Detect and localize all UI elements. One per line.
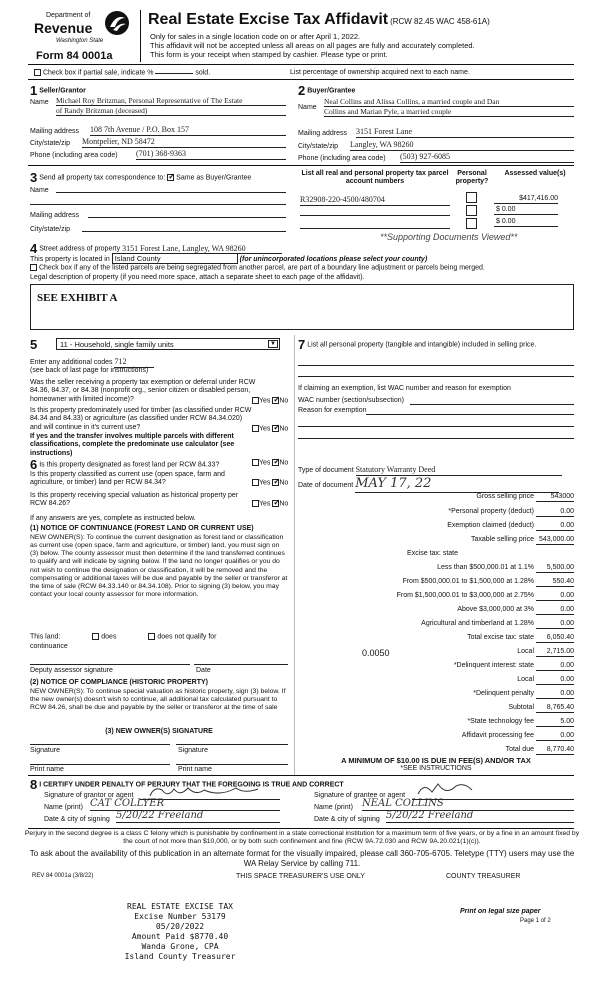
reason-field-3[interactable] (298, 438, 574, 439)
certify-text: I CERTIFY UNDER PENALTY OF PERJURY THAT THE FOREGOING IS TRUE AND CORRECT (39, 781, 344, 789)
buyer-phone-label: Phone (including area code) (298, 155, 386, 162)
tax-value-9[interactable]: 0.00 (536, 620, 574, 629)
grantee-name-field[interactable]: NEAL COLLINS (362, 798, 574, 811)
section-4-number: 4 (30, 241, 38, 256)
parcel-number-2[interactable] (300, 215, 450, 216)
section-5-number: 5 (30, 337, 38, 352)
forest-yes-label: Yes (259, 459, 271, 467)
tax-value-13[interactable]: 0.00 (536, 676, 574, 685)
assessed-value-1[interactable]: $417,416.00 (494, 195, 558, 204)
grantee-date-field[interactable]: 5/20/22 Freeland (386, 810, 574, 823)
personal-property-checkbox-2[interactable] (466, 205, 477, 216)
if-yes-note: If any answers are yes, complete as instructed below. (30, 515, 196, 522)
section-1-number: 1 (30, 83, 38, 98)
tax-label-16: *State technology fee (467, 718, 534, 725)
ownership-note: List percentage of ownership acquired next to each name. (290, 69, 470, 76)
chevron-down-icon[interactable]: ▼ (268, 340, 278, 348)
doc-date-label: Date of document (298, 482, 354, 489)
grantee-date-label: Date & city of signing (314, 816, 380, 823)
section-7-number: 7 (298, 337, 306, 352)
exemption-wac-label: If claiming an exemption, list WAC number and reason for exemption (298, 385, 511, 392)
seller-phone-field[interactable]: (701) 368-9363 (136, 149, 286, 160)
form-title: Real Estate Excise Tax Affidavit (148, 11, 389, 28)
partial-sale-checkbox[interactable] (34, 69, 41, 76)
additional-codes-label: Enter any additional codes (30, 359, 113, 366)
seller-name-line2[interactable]: of Randy Britzman (deceased) (56, 106, 286, 116)
tax-label-9: Agricultural and timberland at 1.28% (421, 620, 534, 627)
q2-yes-checkbox[interactable] (252, 425, 259, 432)
continuance-label: continuance (30, 643, 68, 650)
tax-value-15[interactable]: 8,765.40 (536, 704, 574, 713)
see-instructions: *SEE INSTRUCTIONS (400, 765, 472, 772)
corr-city-label: City/state/zip (30, 226, 71, 233)
exemption-question: Was the seller receiving a property tax exemption or deferral under RCW 84.36, 84.37, or 84.38 (nonprofit org., senior citizen or disabled person, homeowner with limited income)? (30, 379, 256, 403)
county-treasurer-label: COUNTY TREASURER (446, 873, 521, 880)
stamp-line-2: Excise Number 53179 (134, 912, 226, 921)
grantor-name-field[interactable]: CAT COLLYER (90, 798, 280, 811)
does-checkbox[interactable] (92, 633, 99, 640)
wac-number-field[interactable] (410, 404, 574, 405)
street-label: Street address of property (39, 245, 121, 253)
county-select[interactable]: Island County (112, 253, 238, 264)
same-as-buyer-checkbox[interactable] (167, 174, 174, 181)
see-last-page: (see back of last page for instructions) (30, 367, 149, 374)
corr-name-label: Name (30, 187, 49, 194)
tax-label-4: Excise tax: state (407, 550, 458, 557)
corr-city-field[interactable] (82, 231, 286, 232)
wac-number-label: WAC number (section/subsection) (298, 397, 404, 404)
new-owner-signature-2[interactable] (176, 744, 288, 745)
q2-no-checkbox[interactable] (272, 425, 279, 432)
predominate-use-note: If yes and the transfer involves multiple parcels with different classifications, complete the predominate use calculator (see instructions) (30, 433, 235, 457)
print-name-label-1: Print name (30, 766, 64, 773)
section-6-number: 6 (30, 457, 38, 472)
buyer-heading: Buyer/Grantee (307, 87, 356, 95)
seller-city-field[interactable]: Montpelier, ND 58472 (82, 137, 286, 148)
corr-mailing-label: Mailing address (30, 212, 80, 219)
segregated-text: Check box if any of the listed parcels are being segregated from another parcel, are part of a boundary line adjustment or parcels being merged. (38, 264, 485, 272)
timber-question: Is this property predominately used for timber (as classified under RCW 84.34 and 84.33) or agriculture (as classified under RCW 84.34.020) and will continue in it's current use? (30, 407, 252, 431)
tax-value-6[interactable]: 550.40 (536, 578, 574, 587)
tax-label-0: Gross selling price (476, 493, 534, 500)
tax-label-17: Affidavit processing fee (461, 732, 534, 739)
buyer-mailing-field[interactable]: 3151 Forest Lane (356, 127, 574, 138)
assessed-value-3[interactable]: $ 0.00 (494, 218, 558, 227)
stamp-line-6: Island County Treasurer (124, 952, 236, 961)
current-use-no-checkbox[interactable] (272, 479, 279, 486)
reason-label: Reason for exemption (298, 407, 367, 414)
tax-label-10: Total excise tax: state (467, 634, 534, 641)
grantee-signature-label: Signature of grantee or agent (314, 792, 406, 799)
grantee-signature-field[interactable] (412, 780, 574, 800)
minimum-fee-note: A MINIMUM OF $10.00 IS DUE IN FEE(S) AND/OR TAX (341, 756, 531, 765)
deputy-date-field[interactable] (194, 664, 288, 665)
grantee-signature-scribble (412, 780, 574, 800)
q1-yes-label: Yes (259, 397, 271, 405)
local-rate-field[interactable]: 0.0050 (362, 648, 390, 658)
q1-no-label: No (279, 397, 289, 405)
signature-label-1: Signature (30, 747, 60, 754)
tax-value-14[interactable]: 0.00 (536, 690, 574, 699)
q2-yes-label: Yes (259, 425, 271, 433)
supporting-docs-note: **Supporting Documents Viewed** (380, 232, 518, 242)
reason-field[interactable] (366, 414, 574, 415)
does-label: does (101, 633, 117, 641)
perjury-notice: Perjury in the second degree is a class C felony which is punishable by confinement in a state correctional institution for a maximum term of five years, or by a fine in an amount fixed by the court of not more than $10,000, or by both such confinement and fine (RCW 9A.72.030 and RCW 9A.20.021(1)(c)). (24, 830, 580, 846)
tax-value-11[interactable]: 2,715.00 (536, 648, 574, 657)
current-use-yes-label: Yes (259, 479, 271, 487)
state-text: Washington State (56, 38, 104, 44)
forest-yes-checkbox[interactable] (252, 459, 259, 466)
revenue-text: Revenue (34, 20, 93, 36)
parcel-number-1[interactable]: R32908-220-4500/480704 (300, 195, 450, 206)
personal-property-checkbox-1[interactable] (466, 192, 477, 203)
forest-question: Is this property designated as forest land per RCW 84.33? (39, 461, 220, 469)
dor-logo (32, 10, 134, 50)
personal-col-header: Personal property? (455, 170, 489, 186)
historic-yes-label: Yes (259, 500, 271, 508)
doc-type-label: Type of document (298, 467, 354, 474)
tax-value-1[interactable]: 0.00 (536, 508, 574, 517)
tax-label-7: From $1,500,000.01 to $3,000,000 at 2.75% (396, 592, 534, 599)
dept-text: Department of (46, 12, 91, 19)
assessed-col-header: Assessed value(s) (504, 170, 566, 177)
property-code-value: 11 - Household, single family units (60, 340, 174, 349)
historic-yes-checkbox[interactable] (252, 500, 259, 507)
compliance-text: NEW OWNER(S): To continue special valuation as historic property, sign (3) below. If the new owner(s) doesn't wish to continue, all additional tax calculated pursuant to RCW 84.26, shall be due and payable by the seller or transferor at the time of sale (30, 688, 286, 712)
deputy-date-label: Date (196, 667, 211, 674)
q1-no-checkbox[interactable] (272, 397, 279, 404)
buyer-city-field[interactable]: Langley, WA 98260 (350, 140, 574, 151)
grantor-signature-label: Signature of grantor or agent (44, 792, 134, 799)
section-3-number: 3 (30, 170, 38, 185)
seller-city-label: City/state/zip (30, 140, 71, 147)
tax-label-3: Taxable selling price (470, 536, 534, 543)
print-name-field-1[interactable] (30, 764, 170, 765)
continuance-text: NEW OWNER(S): To continue the current designation as forest land or classification as current use (open space, farm and agriculture, or timber) land, you must sign on (3) below. The county assessor must then determine if the land transferred continues to qualify and will indicate by signing below. If the land no longer qualifies or you do not wish to continue the designation or classification, it will be removed and the compensating or additional taxes will be due and payable by the seller or transferor at the time of sale (RCW 84.33.140 or 84.34.108). Prior to signing (3) below, you may contact your local county assessor for more information. (30, 534, 288, 599)
availability-notice: To ask about the availability of this publication in an alternate format for the visually impaired, please call 360-705-6705. Teletype (TTY) users may use the WA Relay Service by calling 711. (29, 849, 575, 868)
seller-mailing-field[interactable]: 108 7th Avenue / P.O. Box 157 (90, 125, 286, 136)
tax-label-5: Less than $500,000.01 at 1.1% (437, 564, 534, 571)
current-use-question: Is this property classified as current use (open space, farm and agriculture, or timber) land per RCW 84.34? (30, 471, 225, 487)
print-name-label-2: Print name (178, 766, 212, 773)
tax-value-7[interactable]: 0.00 (536, 592, 574, 601)
header-note-2: This affidavit will not be accepted unless all areas on all pages are fully and accurately completed. (150, 41, 475, 50)
tax-value-17[interactable]: 0.00 (536, 732, 574, 741)
q2-no-label: No (279, 425, 289, 433)
legal-paper-note: Print on legal size paper (460, 908, 541, 915)
personal-property-field-2[interactable] (298, 376, 574, 377)
unincorporated-note: (for unincorporated locations please select your county) (239, 256, 428, 263)
tax-value-10[interactable]: 6,050.40 (536, 634, 574, 643)
historic-question: Is this property receiving special valuation as historical property per RCW 84.26? (30, 492, 239, 508)
new-owner-heading: (3) NEW OWNER(S) SIGNATURE (105, 728, 213, 735)
page-number: Page 1 of 2 (520, 918, 551, 924)
buyer-name-label: Name (298, 104, 317, 111)
wa-swoosh-icon (104, 10, 130, 36)
tax-label-14: *Delinquent penalty (473, 690, 534, 697)
partial-sale-text: Check box if partial sale, indicate % (42, 69, 154, 77)
grantor-name-label: Name (print) (44, 804, 83, 811)
seller-mailing-label: Mailing address (30, 128, 80, 135)
tax-value-0[interactable]: 543000 (536, 493, 574, 502)
personal-property-text: List all personal property (tangible and intangible) included in selling price. (307, 341, 537, 349)
tax-value-5[interactable]: 5,500.00 (536, 564, 574, 573)
signature-label-2: Signature (178, 747, 208, 754)
legal-description-label: Legal description of property (if you need more space, attach a separate sheet to each page of the affidavit). (30, 274, 365, 281)
does-not-checkbox[interactable] (148, 633, 155, 640)
corr-name-field[interactable] (56, 192, 286, 193)
doc-date-field[interactable]: MAY 17, 22 (355, 476, 559, 493)
stamp-line-3: 05/20/2022 (155, 922, 205, 931)
tax-label-8: Above $3,000,000 at 3% (457, 606, 534, 613)
this-land-label: This land: (30, 633, 61, 641)
section-8-number: 8 (30, 777, 38, 792)
tax-value-8[interactable]: 0.00 (536, 606, 574, 615)
seller-phone-label: Phone (including area code) (30, 152, 118, 159)
grantee-name-label: Name (print) (314, 804, 353, 811)
assessed-value-2[interactable]: $ 0.00 (494, 206, 558, 215)
personal-property-checkbox-3[interactable] (466, 218, 477, 229)
seller-heading: Seller/Grantor (39, 87, 86, 95)
tax-label-13: Local (517, 676, 534, 683)
deputy-signature-field[interactable] (30, 664, 190, 665)
buyer-phone-field[interactable]: (503) 927-6085 (400, 152, 574, 163)
section-2-number: 2 (298, 83, 306, 98)
historic-no-checkbox[interactable] (272, 500, 279, 507)
buyer-city-label: City/state/zip (298, 143, 339, 150)
property-code-select[interactable] (56, 338, 280, 350)
tax-label-15: Subtotal (508, 704, 534, 711)
buyer-mailing-label: Mailing address (298, 130, 348, 137)
header-note-3: This form is your receipt when stamped by cashier. Please type or print. (150, 50, 388, 59)
correspondence-text: Send all property tax correspondence to: (39, 174, 166, 182)
stamp-line-1: REAL ESTATE EXCISE TAX (127, 902, 233, 911)
corr-mailing-field[interactable] (88, 217, 286, 218)
doc-type-field[interactable]: Statutory Warranty Deed (356, 465, 562, 476)
tax-value-18[interactable]: 8,770.40 (536, 746, 574, 755)
tax-label-18: Total due (505, 746, 534, 753)
corr-name-field-2[interactable] (30, 204, 286, 205)
same-as-buyer-text: Same as Buyer/Grantee (176, 174, 252, 182)
treasurer-stamp (90, 902, 270, 962)
seller-name-line1[interactable]: Michael Roy Britzman, Personal Representative of The Estate (56, 96, 286, 106)
stamp-line-5: Wanda Grone, CPA (141, 942, 219, 951)
segregated-checkbox[interactable] (30, 264, 37, 271)
treasurer-use-label: THIS SPACE TREASURER'S USE ONLY (236, 873, 365, 880)
legal-description-box[interactable] (30, 284, 574, 330)
personal-property-field-1[interactable] (298, 365, 574, 366)
form-rcw: (RCW 82.45 WAC 458-61A) (390, 17, 490, 26)
located-label: This property is located in (30, 256, 110, 263)
new-owner-signature-1[interactable] (30, 744, 170, 745)
forest-no-label: No (279, 459, 289, 467)
tax-label-6: From $500,000.01 to $1,500,000 at 1.28% (402, 578, 534, 585)
stamp-line-4: Amount Paid $8770.40 (131, 932, 229, 941)
current-use-no-label: No (279, 479, 289, 487)
legal-description-value: SEE EXHIBIT A (37, 292, 118, 304)
seller-name-label: Name (30, 99, 49, 106)
deputy-signature-label: Deputy assessor signature (30, 667, 113, 674)
form-number: Form 84 0001a (36, 50, 113, 62)
street-address-field[interactable]: 3151 Forest Lane, Langley, WA 98260 (122, 244, 282, 255)
tax-label-2: Exemption claimed (deduct) (447, 522, 534, 529)
continuance-heading: (1) NOTICE OF CONTINUANCE (FOREST LAND OR CURRENT USE) (30, 525, 254, 532)
partial-sold-text: sold. (195, 69, 211, 77)
tax-label-11: Local (517, 648, 534, 655)
tax-value-12[interactable]: 0.00 (536, 662, 574, 671)
additional-codes-field[interactable]: 712 (114, 357, 154, 368)
parcel-number-3[interactable] (300, 228, 450, 229)
tax-label-12: *Delinquent interest: state (453, 662, 534, 669)
parcel-col-header: List all real and personal property tax parcel account numbers (301, 170, 449, 186)
tax-value-16[interactable]: 5.00 (536, 718, 574, 727)
tax-value-3[interactable]: 543,000.00 (536, 536, 574, 545)
current-use-yes-checkbox[interactable] (252, 479, 259, 486)
revision-label: REV 84 0001a (3/8/22) (32, 873, 94, 879)
tax-value-2[interactable]: 0.00 (536, 522, 574, 531)
print-name-field-2[interactable] (176, 764, 288, 765)
tax-label-1: *Personal property (deduct) (448, 508, 534, 515)
q1-yes-checkbox[interactable] (252, 397, 259, 404)
compliance-heading: (2) NOTICE OF COMPLIANCE (HISTORIC PROPERTY) (30, 679, 208, 686)
historic-no-label: No (279, 500, 289, 508)
does-not-label: does not qualify for (157, 633, 217, 641)
buyer-name-line2[interactable]: Collins and Marian Pyle, a married couple (324, 107, 574, 117)
header-note-1: Only for sales in a single location code on or after April 1, 2022. (150, 32, 361, 41)
forest-no-checkbox[interactable] (272, 459, 279, 466)
buyer-name-line1[interactable]: Neal Collins and Alissa Collins, a married couple and Dan (324, 97, 574, 107)
grantor-date-field[interactable]: 5/20/22 Freeland (116, 810, 280, 823)
grantor-date-label: Date & city of signing (44, 816, 110, 823)
reason-field-2[interactable] (298, 426, 574, 427)
